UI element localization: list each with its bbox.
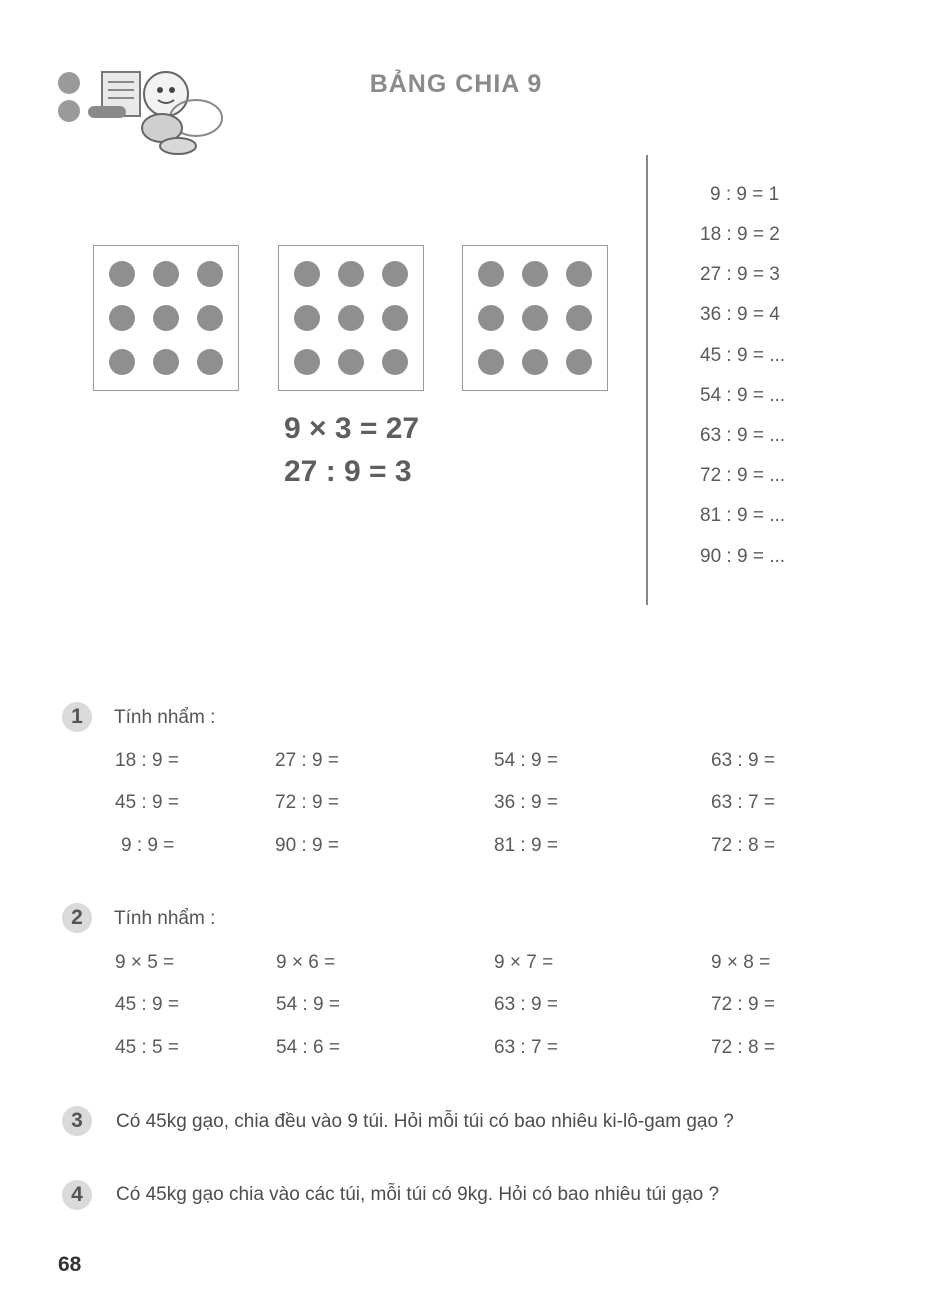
exercise-2-item: 72 : 8 =: [711, 1037, 775, 1058]
exercise-1-item: 90 : 9 =: [275, 835, 339, 856]
dot-box-2: [278, 245, 424, 391]
exercise-1-item: 81 : 9 =: [494, 835, 558, 856]
exercise-2-item: 9 × 5 =: [115, 952, 175, 973]
exercise-1-heading: Tính nhẩm :: [114, 707, 216, 728]
exercise-2-item: 9 × 7 =: [494, 952, 554, 973]
division-equation: 27 : 9 = 3: [284, 455, 412, 488]
exercise-4-number: 4: [62, 1180, 92, 1210]
exercise-1-item: 9 : 9 =: [121, 835, 175, 856]
exercise-1-item: 54 : 9 =: [494, 750, 558, 771]
exercise-3-number: 3: [62, 1106, 92, 1136]
vertical-divider: [646, 155, 648, 605]
exercise-1-item: 27 : 9 =: [275, 750, 339, 771]
dot-box-1: [93, 245, 239, 391]
exercise-2-number: 2: [62, 903, 92, 933]
exercise-2-item: 45 : 9 =: [115, 994, 179, 1015]
dot-box-3: [462, 245, 608, 391]
exercise-1-item: 45 : 9 =: [115, 792, 179, 813]
division-table-row: 18 : 9 = 2: [700, 224, 780, 245]
division-table-row: 90 : 9 = ...: [700, 546, 786, 567]
multiplication-equation: 9 × 3 = 27: [284, 412, 420, 445]
division-table-row: 81 : 9 = ...: [700, 505, 786, 526]
exercise-1-item: 72 : 8 =: [711, 835, 775, 856]
exercise-2-item: 9 × 8 =: [711, 952, 771, 973]
exercise-2-item: 45 : 5 =: [115, 1037, 179, 1058]
exercise-3-text: Có 45kg gạo, chia đều vào 9 túi. Hỏi mỗi túi có bao nhiêu ki-lô-gam gạo ?: [116, 1111, 734, 1132]
exercise-2-item: 54 : 6 =: [276, 1037, 340, 1058]
exercise-1-item: 72 : 9 =: [275, 792, 339, 813]
exercise-2-item: 63 : 7 =: [494, 1037, 558, 1058]
division-table-row: 9 : 9 = 1: [710, 184, 780, 205]
division-table-row: 54 : 9 = ...: [700, 385, 786, 406]
division-table-row: 27 : 9 = 3: [700, 264, 780, 285]
exercise-2-item: 9 × 6 =: [276, 952, 336, 973]
exercise-1-item: 63 : 9 =: [711, 750, 775, 771]
exercise-1-number: 1: [62, 702, 92, 732]
exercise-1-item: 36 : 9 =: [494, 792, 558, 813]
exercise-2-item: 72 : 9 =: [711, 994, 775, 1015]
exercise-2-heading: Tính nhẩm :: [114, 908, 216, 929]
exercise-2-item: 54 : 9 =: [276, 994, 340, 1015]
division-table-row: 36 : 9 = 4: [700, 304, 780, 325]
division-table-row: 45 : 9 = ...: [700, 345, 786, 366]
division-table-row: 63 : 9 = ...: [700, 425, 786, 446]
bullet-dot-icon: [58, 100, 80, 122]
page-number: 68: [58, 1253, 82, 1276]
division-table-row: 72 : 9 = ...: [700, 465, 786, 486]
page-title: BẢNG CHIA 9: [369, 70, 543, 98]
exercise-1-item: 18 : 9 =: [115, 750, 179, 771]
exercise-2-item: 63 : 9 =: [494, 994, 558, 1015]
exercise-1-item: 63 : 7 =: [711, 792, 775, 813]
exercise-4-text: Có 45kg gạo chia vào các túi, mỗi túi có 9kg. Hỏi có bao nhiêu túi gạo ?: [116, 1184, 720, 1205]
